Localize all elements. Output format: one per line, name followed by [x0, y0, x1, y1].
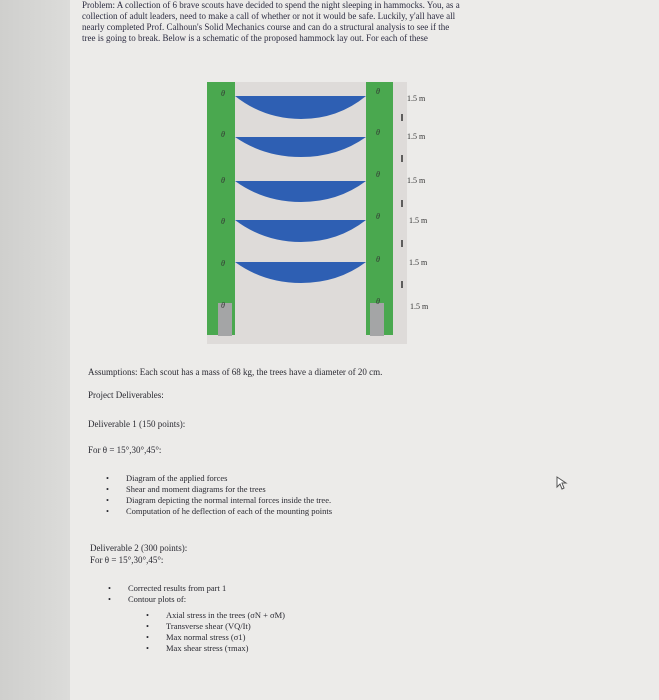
- spacing-label: 1.5 m: [407, 132, 426, 141]
- intro-line: tree is going to break. Below is a schematic of the proposed hammock lay out. For each of these: [82, 33, 428, 43]
- list-item: [146, 643, 285, 654]
- project-deliverables-heading: Project Deliverables:: [88, 390, 164, 400]
- bullet: •: [106, 484, 109, 494]
- list-item: [106, 495, 332, 506]
- theta-label: θ: [221, 176, 225, 185]
- list-item: [106, 473, 332, 484]
- list-item: [108, 594, 226, 605]
- theta-label: θ: [221, 301, 225, 310]
- theta-label: θ: [376, 212, 380, 221]
- bullet: •: [146, 643, 149, 653]
- bullet: •: [146, 621, 149, 631]
- mouse-cursor-icon: [556, 476, 568, 490]
- theta-label: θ: [376, 297, 380, 306]
- list-item-text: Corrected results from part 1: [128, 583, 227, 593]
- deliverable-1-list: [106, 473, 333, 517]
- spacing-label: 1.5 m: [409, 216, 428, 225]
- theta-label: θ: [221, 130, 225, 139]
- theta-label: θ: [221, 89, 225, 98]
- theta-label: θ: [221, 259, 225, 268]
- list-item: [146, 621, 285, 632]
- list-item-text: Diagram depicting the normal internal forces inside the tree.: [126, 495, 332, 505]
- bullet: •: [106, 495, 109, 505]
- list-item-text: Axial stress in the trees (σN + σM): [166, 610, 286, 620]
- bullet: •: [106, 473, 109, 483]
- theta-label: θ: [376, 170, 380, 179]
- list-item: [108, 583, 227, 594]
- deliverable-2-list: [108, 583, 227, 605]
- intro-line: Problem: A collection of 6 brave scouts have decided to spend the night sleeping in hammocks. You, as a: [82, 0, 460, 10]
- bullet: •: [108, 594, 111, 604]
- list-item-text: Diagram of the applied forces: [126, 473, 228, 483]
- deliverable-2-title: Deliverable 2 (300 points):: [90, 543, 188, 553]
- intro-line: collection of adult leaders, need to make a call of whether or not it would be safe. Luckily, y'all have all: [82, 11, 456, 21]
- list-item-text: Max normal stress (σ1): [166, 632, 246, 642]
- list-item: [146, 610, 286, 621]
- list-item: [106, 506, 333, 517]
- deliverable-1-angles: For θ = 15°,30°,45°:: [88, 445, 162, 455]
- assumptions-text: Assumptions: Each scout has a mass of 68 kg, the trees have a diameter of 20 cm.: [88, 367, 383, 377]
- spacing-label: 1.5 m: [407, 176, 426, 185]
- list-item-text: Contour plots of:: [128, 594, 187, 604]
- intro-line: nearly completed Prof. Calhoun's Solid Mechanics course and can do a structural analysis to see if the: [82, 22, 450, 32]
- theta-label: θ: [376, 128, 380, 137]
- theta-label: θ: [376, 87, 380, 96]
- list-item-text: Computation of he deflection of each of the mounting points: [126, 506, 333, 516]
- spacing-label: 1.5 m: [409, 258, 428, 267]
- deliverable-1-title: Deliverable 1 (150 points):: [88, 419, 186, 429]
- deliverable-2-angles: For θ = 15°,30°,45°:: [90, 555, 164, 565]
- left-tree: [207, 82, 235, 335]
- list-item-text: Transverse shear (VQ/It): [166, 621, 251, 631]
- spacing-label: 1.5 m: [407, 94, 426, 103]
- theta-label: θ: [221, 217, 225, 226]
- list-item: [106, 484, 332, 495]
- bullet: •: [106, 506, 109, 516]
- bullet: •: [146, 632, 149, 642]
- right-tree-base: [370, 303, 384, 336]
- theta-label: θ: [376, 255, 380, 264]
- list-item-text: Shear and moment diagrams for the trees: [126, 484, 266, 494]
- list-item: [146, 632, 285, 643]
- list-item-text: Max shear stress (τmax): [166, 643, 249, 653]
- bullet: •: [108, 583, 111, 593]
- bullet: •: [146, 610, 149, 620]
- spacing-label: 1.5 m: [410, 302, 429, 311]
- contour-plot-list: [146, 610, 286, 654]
